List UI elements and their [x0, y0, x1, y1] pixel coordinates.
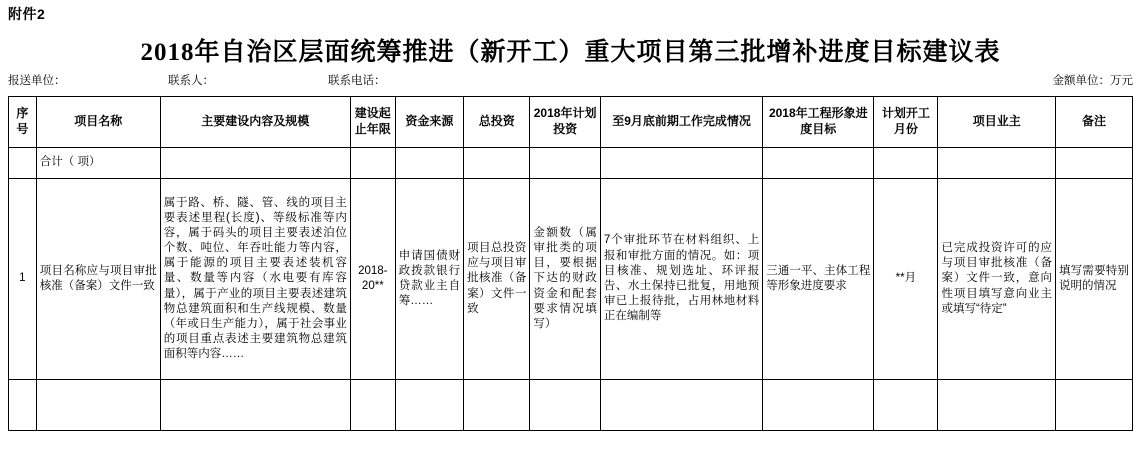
- table-row-total: [9, 148, 1133, 179]
- total-duration-cell: [350, 148, 395, 179]
- column-header-project-name: 项目名称: [36, 97, 160, 148]
- total-index-cell: [9, 148, 37, 179]
- empty-cell-project-owner: [938, 380, 1056, 431]
- column-header-index: 序号: [9, 97, 37, 148]
- table-row-empty: [9, 380, 1133, 431]
- column-header-funding-source: 资金来源: [395, 97, 463, 148]
- cell-total-investment: 项目总投资应与项目审批核准（备案）文件一致: [464, 179, 530, 380]
- empty-cell-start-month: [874, 380, 938, 431]
- cell-progress-target-2018: 三通一平、主体工程等形象进度要求: [763, 179, 874, 380]
- total-owner-cell: [938, 148, 1056, 179]
- total-start-month-cell: [874, 148, 938, 179]
- column-header-remarks: 备注: [1055, 97, 1132, 148]
- cell-content-scale: 属于路、桥、隧、管、线的项目主要表述里程(长度)、等级标准等内容，属于码头的项目主要表述泊位个数、吨位、年吞吐能力等内容，属于能源的项目主要表述装机容量、数量等内容（水电要有库容量），属于产业的项目主要表述建筑物总建筑面积和生产线规模、数量（年或日生产能力），属于社会事业的项目重点表述主要建筑物总建筑面积等内容……: [160, 179, 350, 380]
- column-header-start-month: 计划开工月份: [874, 97, 938, 148]
- total-plan-investment-cell: [530, 148, 601, 179]
- attachment-label: 附件2: [8, 6, 46, 22]
- total-preliminary-cell: [600, 148, 762, 179]
- empty-cell-preliminary-work: [600, 380, 762, 431]
- total-label-cell: 合计（ 项）: [36, 148, 160, 179]
- empty-cell-duration: [350, 380, 395, 431]
- empty-cell-project-name: [36, 380, 160, 431]
- total-content-cell: [160, 148, 350, 179]
- column-header-progress-target-2018: 2018年工程形象进度目标: [763, 97, 874, 148]
- column-header-duration: 建设起止年限: [350, 97, 395, 148]
- amount-unit-label: 金额单位：万元: [1052, 75, 1133, 87]
- project-progress-table: [8, 96, 1133, 431]
- contact-phone-label: 联系电话：: [328, 75, 386, 87]
- column-header-content-scale: 主要建设内容及规模: [160, 97, 350, 148]
- cell-start-month: **月: [874, 179, 938, 380]
- cell-duration: 2018-20**: [350, 179, 395, 380]
- total-remarks-cell: [1055, 148, 1132, 179]
- table-row: [9, 179, 1133, 380]
- page-title: 2018年自治区层面统筹推进（新开工）重大项目第三批增补进度目标建议表: [140, 39, 1001, 66]
- total-investment-cell: [464, 148, 530, 179]
- total-funding-cell: [395, 148, 463, 179]
- empty-cell-remarks: [1055, 380, 1132, 431]
- empty-cell-total-investment: [464, 380, 530, 431]
- column-header-total-investment: 总投资: [464, 97, 530, 148]
- cell-remarks: 填写需要特别说明的情况: [1055, 179, 1132, 380]
- empty-cell-content-scale: [160, 380, 350, 431]
- column-header-project-owner: 项目业主: [938, 97, 1056, 148]
- column-header-plan-investment-2018: 2018年计划投资: [530, 97, 601, 148]
- meta-row: [8, 72, 1133, 90]
- empty-cell-plan-investment: [530, 380, 601, 431]
- column-header-preliminary-work: 至9月底前期工作完成情况: [600, 97, 762, 148]
- total-progress-cell: [763, 148, 874, 179]
- cell-preliminary-work: 7个审批环节在材料组织、上报和审批方面的情况。如：项目核准、规划选址、环评报告、水土保持已批复，用地预审已上报待批，占用林地材料正在编制等: [600, 179, 762, 380]
- empty-cell-progress-target: [763, 380, 874, 431]
- empty-cell-index: [9, 380, 37, 431]
- cell-funding-source: 申请国债财政拨款银行贷款业主自筹……: [395, 179, 463, 380]
- contact-person-label: 联系人：: [168, 75, 214, 87]
- cell-index: 1: [9, 179, 37, 380]
- cell-plan-investment-2018: 金额数（属审批类的项目，要根据下达的财政资金和配套要求情况填写）: [530, 179, 601, 380]
- cell-project-name: 项目名称应与项目审批核准（备案）文件一致: [36, 179, 160, 380]
- empty-cell-funding-source: [395, 380, 463, 431]
- table-header-row: [9, 97, 1133, 148]
- cell-project-owner: 已完成投资许可的应与项目审批核准（备案）文件一致，意向性项目填写意向业主或填写“待定”: [938, 179, 1056, 380]
- sender-unit-label: 报送单位：: [8, 75, 66, 87]
